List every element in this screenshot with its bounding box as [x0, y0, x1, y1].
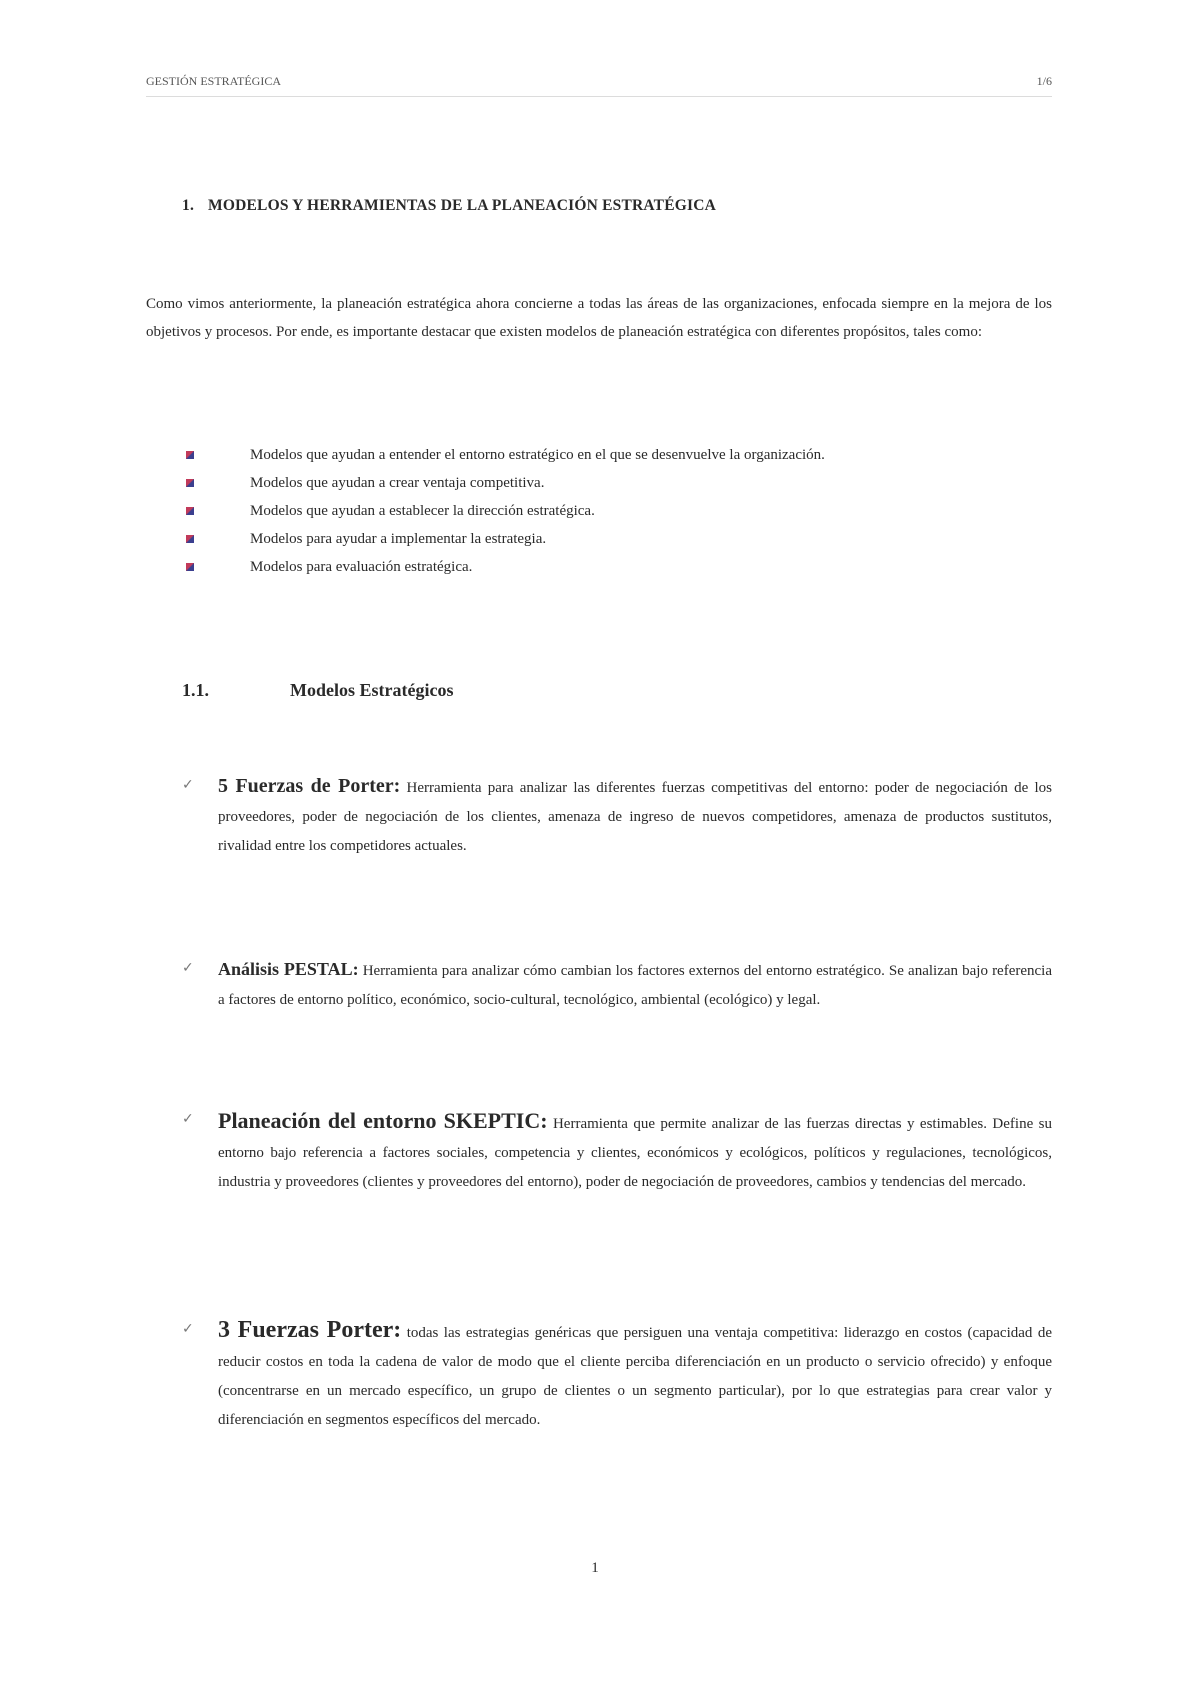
purpose-list: [186, 441, 1052, 581]
model-item: [182, 772, 1052, 861]
intro-paragraph: Como vimos anteriormente, la planeación estratégica ahora concierne a todas las áreas de las organizaciones, enfocada siempre en la mejora de los objetivos y procesos. Por ende, es importante destacar que existen modelos de planeación estratégica con diferentes propósitos, tales como:: [146, 296, 1052, 340]
model-title: Análisis PESTAL:: [218, 959, 359, 979]
list-item: Modelos que ayudan a crear ventaja competitiva.: [186, 469, 1052, 497]
checkmark-icon: ✓: [182, 1321, 194, 1337]
page-number: 1: [591, 1560, 599, 1576]
model-item: [182, 955, 1052, 1015]
list-item: Modelos para evaluación estratégica.: [186, 553, 1052, 581]
model-title: 3 Fuerzas Porter:: [218, 1317, 402, 1343]
model-title: 5 Fuerzas de Porter:: [218, 775, 401, 797]
running-header-page: 1/6: [1036, 74, 1052, 88]
model-item: [182, 1316, 1052, 1435]
bullet-square-icon: [186, 451, 194, 459]
model-item: [182, 1106, 1052, 1197]
model-description: Herramienta para analizar las diferentes fuerzas competitivas del entorno: poder de negociación de los proveedores, poder de negociación de los clientes, amenaza de ingreso de nuevos competidores, amenaza de productos sustitutos, rivalidad entre los competidores actuales.: [218, 780, 1052, 854]
checkmark-icon: ✓: [182, 1111, 194, 1127]
section-heading: [182, 197, 716, 215]
subsection-number: 1.1.: [182, 680, 209, 700]
model-title: Planeación del entorno SKEPTIC:: [218, 1108, 548, 1133]
model-description: Herramienta para analizar cómo cambian los factores externos del entorno estratégico. Se analizan bajo referencia a factores de entorno político, económico, socio-cultural, tecnológico, ambiental (ecológico) y legal.: [218, 963, 1053, 1008]
subsection-heading: [182, 680, 453, 701]
section-title: MODELOS Y HERRAMIENTAS DE LA PLANEACIÓN ESTRATÉGICA: [208, 197, 717, 214]
bullet-square-icon: [186, 479, 194, 487]
list-item: Modelos para ayudar a implementar la estrategia.: [186, 525, 1052, 553]
checkmark-icon: ✓: [182, 960, 194, 976]
model-description: todas las estrategias genéricas que persiguen una ventaja competitiva: liderazgo en costos (capacidad de reducir costos en toda la cadena de valor de modo que el cliente perciba diferenciación en un producto o servicio ofrecido) y enfoque (concentrarse en un mercado específico, un grupo de clientes o un segmento particular), por lo que estrategias para crear valor y diferenciación en segmentos específicos del mercado.: [218, 1325, 1052, 1428]
running-header-title: GESTIÓN ESTRATÉGICA: [146, 74, 281, 88]
list-item: Modelos que ayudan a entender el entorno estratégico en el que se desenvuelve la organización.: [186, 441, 1052, 469]
list-item: Modelos que ayudan a establecer la dirección estratégica.: [186, 497, 1052, 525]
model-description: Herramienta que permite analizar de las fuerzas directas y estimables. Define su entorno bajo referencia a factores sociales, competencia y clientes, económicos y ecológicos, políticos y regulaciones, tecnológicos, industria y proveedores (clientes y proveedores del entorno), poder de negociación de proveedores, cambios y tendencias del mercado.: [218, 1116, 1052, 1190]
bullet-square-icon: [186, 535, 194, 543]
subsection-title: Modelos Estratégicos: [290, 680, 454, 700]
checkmark-icon: ✓: [182, 777, 194, 793]
bullet-square-icon: [186, 563, 194, 571]
header-rule: [146, 96, 1052, 97]
section-number: 1.: [182, 197, 195, 214]
bullet-square-icon: [186, 507, 194, 515]
